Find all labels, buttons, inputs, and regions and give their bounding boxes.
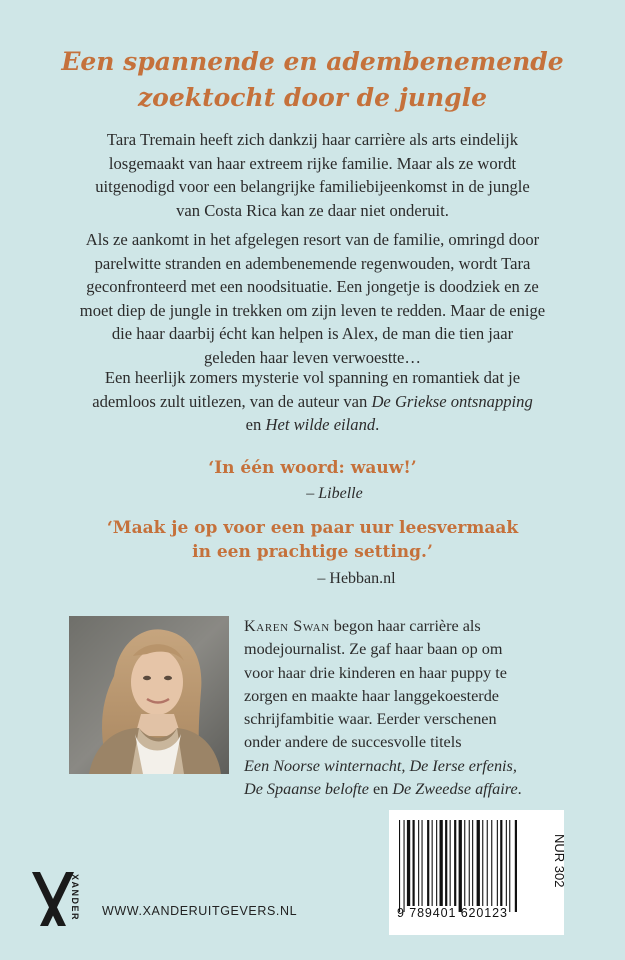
barcode-bar: [491, 820, 492, 906]
barcode-bar: [418, 820, 419, 906]
text-line: Tara Tremain heeft zich dankzij haar carrière als arts eindelijk: [106, 130, 519, 149]
bio-line: Een Noorse winternacht, De Ierse erfenis,: [244, 756, 517, 775]
barcode-bar: [422, 820, 423, 906]
text-fragment: .: [375, 415, 380, 434]
barcode-bar: [469, 820, 470, 906]
text-line: geconfronteerd met een noodsituatie. Een jongetje is doodziek en ze: [86, 277, 539, 296]
author-name: Karen Swan: [244, 617, 330, 635]
barcode-bar: [487, 820, 488, 906]
text-line: Een heerlijk zomers mysterie vol spanning en romantiek dat je: [104, 368, 521, 387]
barcode-bar: [399, 820, 400, 912]
nur-text: NUR 302: [552, 834, 567, 888]
quote-line: ‘Maak je op voor een paar uur leesvermaak: [106, 518, 519, 538]
barcode-bar: [482, 820, 483, 906]
barcode-bar: [445, 820, 447, 906]
nur-code: [538, 832, 567, 892]
barcode-bar: [436, 820, 437, 906]
quote-line: in een prachtige setting.’: [192, 542, 433, 562]
barcode-bar: [432, 820, 433, 906]
text-fragment: ademloos zult uitlezen, van de auteur van: [92, 391, 372, 411]
barcode-bar: [506, 820, 507, 906]
quote-source-1: – Libelle: [306, 485, 363, 502]
bio-line: voor haar drie kinderen en haar puppy te: [244, 663, 507, 682]
book-title: De Spaanse belofte: [244, 780, 369, 799]
author-bio: [244, 615, 574, 801]
blurb-paragraph-1: [60, 128, 565, 222]
bio-line: [244, 615, 574, 638]
barcode-bar: [459, 820, 462, 912]
text-line: [60, 390, 565, 414]
text-fragment: begon haar carrière als: [329, 617, 481, 635]
headline: [0, 44, 625, 116]
blurb-paragraph-3: [60, 366, 565, 437]
xander-logo: [26, 864, 96, 934]
barcode-bar: [440, 820, 443, 906]
barcode-bar: [454, 820, 456, 906]
logo-text: XANDER: [70, 874, 80, 922]
isbn-number: 9 789401 620123: [397, 906, 508, 920]
barcode-bar: [404, 820, 405, 912]
text-fragment: en: [368, 780, 393, 799]
book-title: De Zweedse affaire: [392, 780, 518, 799]
text-line: losgemaakt van haar extreem rijke familie. Maar als ze wordt: [108, 153, 517, 173]
barcode-bar: [500, 820, 502, 906]
headline-line-1: Een spannende en adembenemende: [61, 47, 564, 76]
text-line: die haar daarbij écht kan helpen is Alex, de man die tien jaar: [111, 324, 514, 343]
barcode-bar: [450, 820, 451, 906]
review-quote-2: [0, 516, 625, 564]
headline-line-2: zoektocht door de jungle: [137, 83, 488, 112]
text-line: [60, 413, 565, 437]
text-line: van Costa Rica kan ze daar niet onderuit.: [176, 200, 449, 220]
bio-line: modejournalist. Ze gaf haar baan op om: [244, 640, 503, 659]
blurb-paragraph-2: [60, 228, 565, 369]
text-line: geleden haar leven verwoestte…: [204, 347, 421, 367]
author-photo: [69, 616, 229, 774]
bio-line: schrijfambitie waar. Eerder verschenen: [244, 710, 497, 729]
quote-source-2: – Hebban.nl: [317, 570, 396, 587]
text-line: parelwitte stranden en adembenemende regenwouden, wordt Tara: [94, 253, 531, 273]
barcode-bar: [472, 820, 473, 906]
barcode-bar: [427, 820, 429, 906]
text-line: moet diep de jungle in trekken om zijn leven te redden. Maar de enige: [79, 300, 546, 320]
barcode: [397, 820, 537, 912]
barcode-bar: [477, 820, 480, 906]
bio-line: onder andere de succesvolle titels: [244, 733, 462, 752]
bio-line: zorgen en maakte haar langgekoesterde: [244, 686, 499, 705]
barcode-bar: [413, 820, 415, 906]
text-fragment: en: [245, 415, 266, 434]
text-fragment: .: [517, 780, 522, 799]
quote-text: ‘In één woord: wauw!’: [208, 458, 417, 478]
book-title: Het wilde eiland: [265, 415, 376, 434]
text-line: uitgenodigd voor een belangrijke familiebijeenkomst in de jungle: [95, 177, 530, 196]
website-url: WWW.XANDERUITGEVERS.NL: [102, 904, 298, 918]
barcode-bar: [407, 820, 410, 906]
bio-line: [244, 778, 574, 801]
barcode-bar: [497, 820, 498, 906]
barcode-bar: [515, 820, 517, 912]
barcode-bar: [509, 820, 510, 912]
barcode-bar: [464, 820, 465, 906]
review-quote-1: [0, 456, 625, 480]
book-title: De Griekse ontsnapping: [371, 391, 533, 411]
text-line: Als ze aankomt in het afgelegen resort van de familie, omringd door: [85, 230, 540, 249]
